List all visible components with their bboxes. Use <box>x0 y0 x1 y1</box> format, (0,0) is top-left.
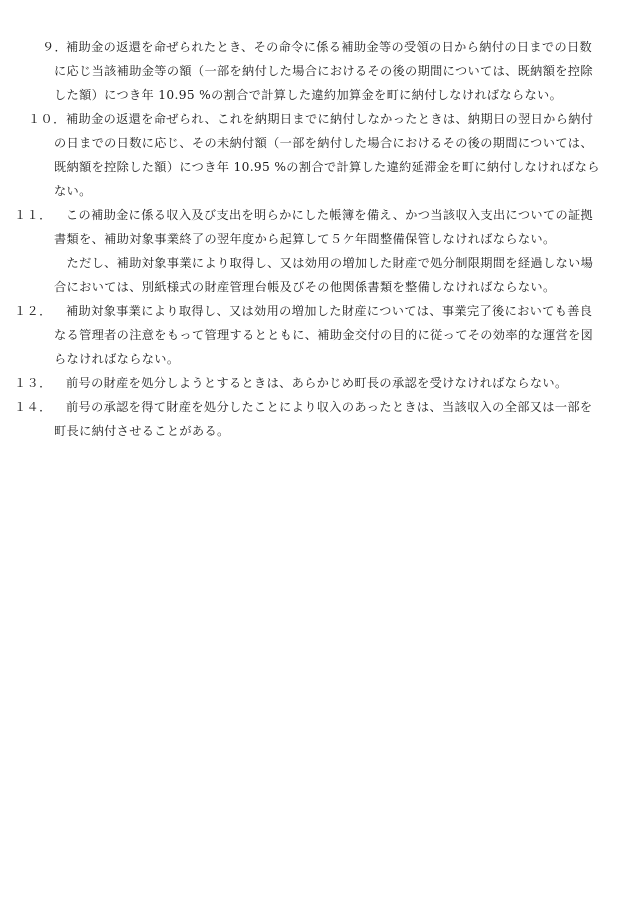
clause-text-line: 補助対象事業により取得し、又は効用の増加した財産については、事業完了後においても善良 <box>66 304 593 318</box>
clause-text-line: した額）につき年 10.95 %の割合で計算した違約加算金を町に納付しなければならない。 <box>54 88 563 102</box>
clause-11-line-1 <box>0 203 612 227</box>
clause-number: １４． <box>14 400 52 414</box>
clause-text-line: 書類を、補助対象事業終了の翌年度から起算して５ケ年間整備保管しなければならない。 <box>54 232 556 246</box>
clause-11 <box>0 203 612 299</box>
clause-text-line: 町長に納付させることがある。 <box>54 424 230 438</box>
clause-9-line-2 <box>0 59 612 83</box>
clause-14 <box>0 395 612 443</box>
clause-14-line-1 <box>0 395 612 419</box>
clause-10-line-4 <box>0 179 612 203</box>
clause-11-line-2 <box>0 227 612 251</box>
clause-list <box>0 35 630 443</box>
clause-number: １０． <box>28 112 66 126</box>
clause-10-line-1 <box>0 107 612 131</box>
clause-12-line-1 <box>0 299 612 323</box>
clause-number: １１． <box>14 208 52 222</box>
clause-11-line-4 <box>0 275 612 299</box>
clause-text-line: 前号の財産を処分しようとするときは、あらかじめ町長の承認を受けなければならない。 <box>66 376 568 390</box>
clause-text-line: 補助金の返還を命ぜられたとき、その命令に係る補助金等の受領の日から納付の日までの日数 <box>66 40 593 54</box>
clause-text-line: 前号の承認を得て財産を処分したことにより収入のあったときは、当該収入の全部又は一部を <box>66 400 593 414</box>
clause-12-line-2 <box>0 323 612 347</box>
clause-text-line: の日までの日数に応じ、その未納付額（一部を納付した場合におけるその後の期間については、 <box>54 136 593 150</box>
clause-text-line: この補助金に係る収入及び支出を明らかにした帳簿を備え、かつ当該収入支出についての証拠 <box>66 208 594 222</box>
clause-text-line: 既納額を控除した額）につき年 10.95 %の割合で計算した違約延滞金を町に納付しなければなら <box>54 160 600 174</box>
clause-9-line-3 <box>0 83 612 107</box>
clause-13 <box>0 371 612 395</box>
clause-10-line-2 <box>0 131 612 155</box>
clause-13-line-1 <box>0 371 612 395</box>
clause-text-line: に応じ当該補助金等の額（一部を納付した場合におけるその後の期間については、既納額を控除 <box>54 64 593 78</box>
clause-9 <box>0 35 612 107</box>
clause-text-line: 合においては、別紙様式の財産管理台帳及びその他関係書類を整備しなければならない。 <box>54 280 556 294</box>
clause-14-line-2 <box>0 419 612 443</box>
clause-10-line-3 <box>0 155 612 179</box>
clause-text-line: なる管理者の注意をもって管理するとともに、補助金交付の目的に従ってその効率的な運営を図 <box>54 328 594 342</box>
clause-number: １２． <box>14 304 52 318</box>
clause-12-line-3 <box>0 347 612 371</box>
clause-12 <box>0 299 612 371</box>
clause-text-line: らなければならない。 <box>54 352 180 366</box>
clause-text-line: ない。 <box>54 184 92 198</box>
clause-10 <box>0 107 612 203</box>
clause-text-line: 補助金の返還を命ぜられ、これを納期日までに納付しなかったときは、納期日の翌日から納付 <box>66 112 594 126</box>
clause-number: １３． <box>14 376 52 390</box>
clause-number: ９． <box>42 40 68 54</box>
clause-11-line-3 <box>0 251 612 275</box>
clause-text-line: ただし、補助対象事業により取得し、又は効用の増加した財産で処分制限期間を経過しない場 <box>54 256 594 270</box>
clause-9-line-1 <box>0 35 612 59</box>
